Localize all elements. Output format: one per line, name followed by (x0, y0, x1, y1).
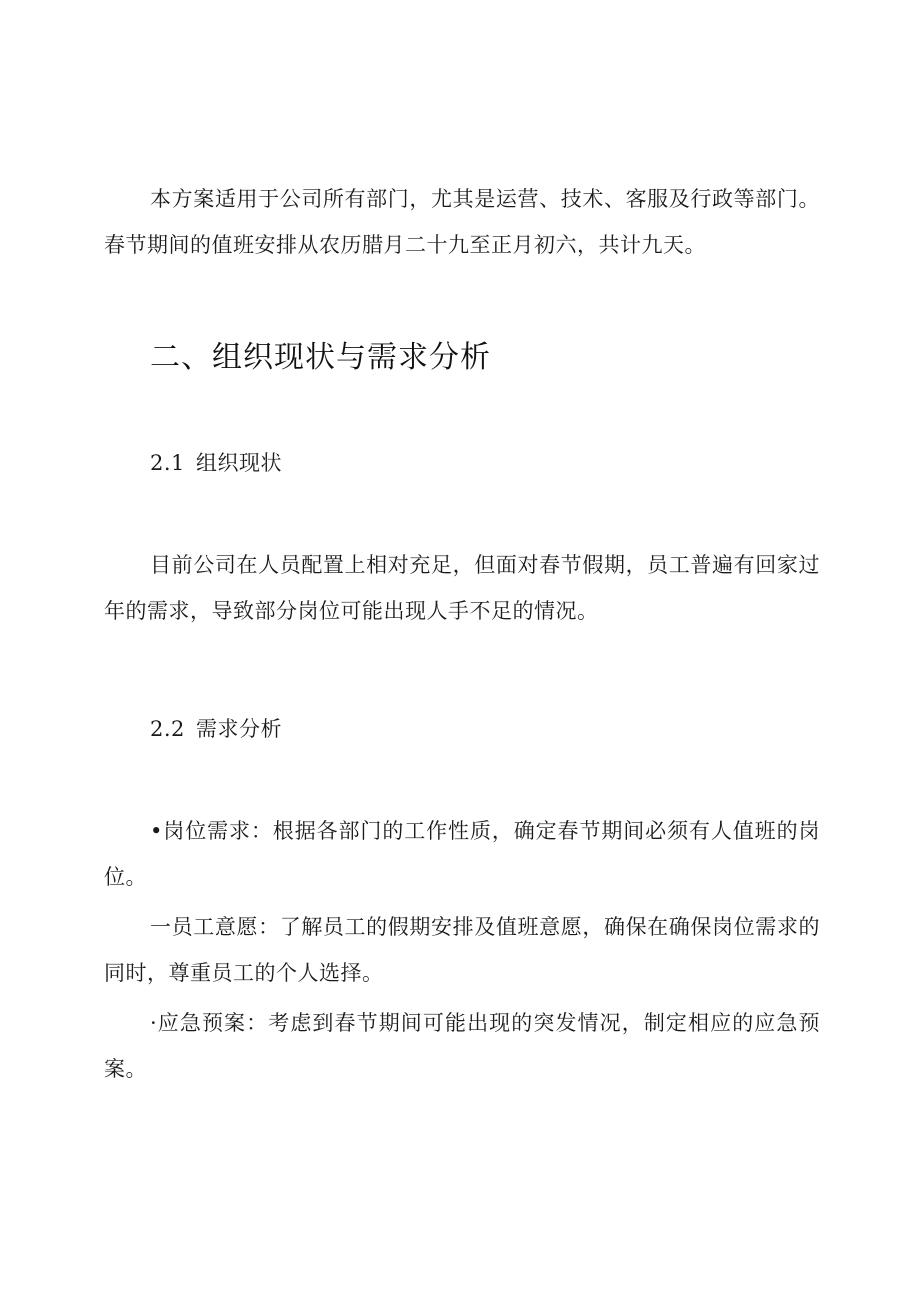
list-item-position-needs: •岗位需求：根据各部门的工作性质，确定春节期间必须有人值班的岗位。 (104, 819, 820, 889)
intro-paragraph: 本方案适用于公司所有部门，尤其是运营、技术、客服及行政等部门。春节期间的值班安排从农历腊月二十九至正月初六，共计九天。 (104, 187, 820, 257)
section-2-heading: 二、组织现状与需求分析 (150, 340, 491, 375)
subsection-2-1-title: 组织现状 (196, 451, 282, 475)
requirements-list (104, 808, 820, 1092)
list-item-emergency-plan: ·应急预案：考虑到春节期间可能出现的突发情况，制定相应的应急预案。 (104, 1011, 820, 1081)
list-item-employee-willingness: 一员工意愿：了解员工的假期安排及值班意愿，确保在确保岗位需求的同时，尊重员工的个人选择。 (104, 915, 820, 985)
subsection-2-2-title: 需求分析 (196, 717, 282, 741)
document-content (104, 176, 820, 1096)
subsection-2-2-number: 2.2 (150, 717, 185, 741)
subsection-2-1-heading (150, 440, 820, 486)
subsection-2-1-number: 2.1 (150, 451, 185, 475)
subsection-2-1-paragraph: 目前公司在人员配置上相对充足，但面对春节假期，员工普遍有回家过年的需求，导致部分岗位可能出现人手不足的情况。 (104, 553, 820, 623)
subsection-2-2-heading (150, 706, 820, 752)
